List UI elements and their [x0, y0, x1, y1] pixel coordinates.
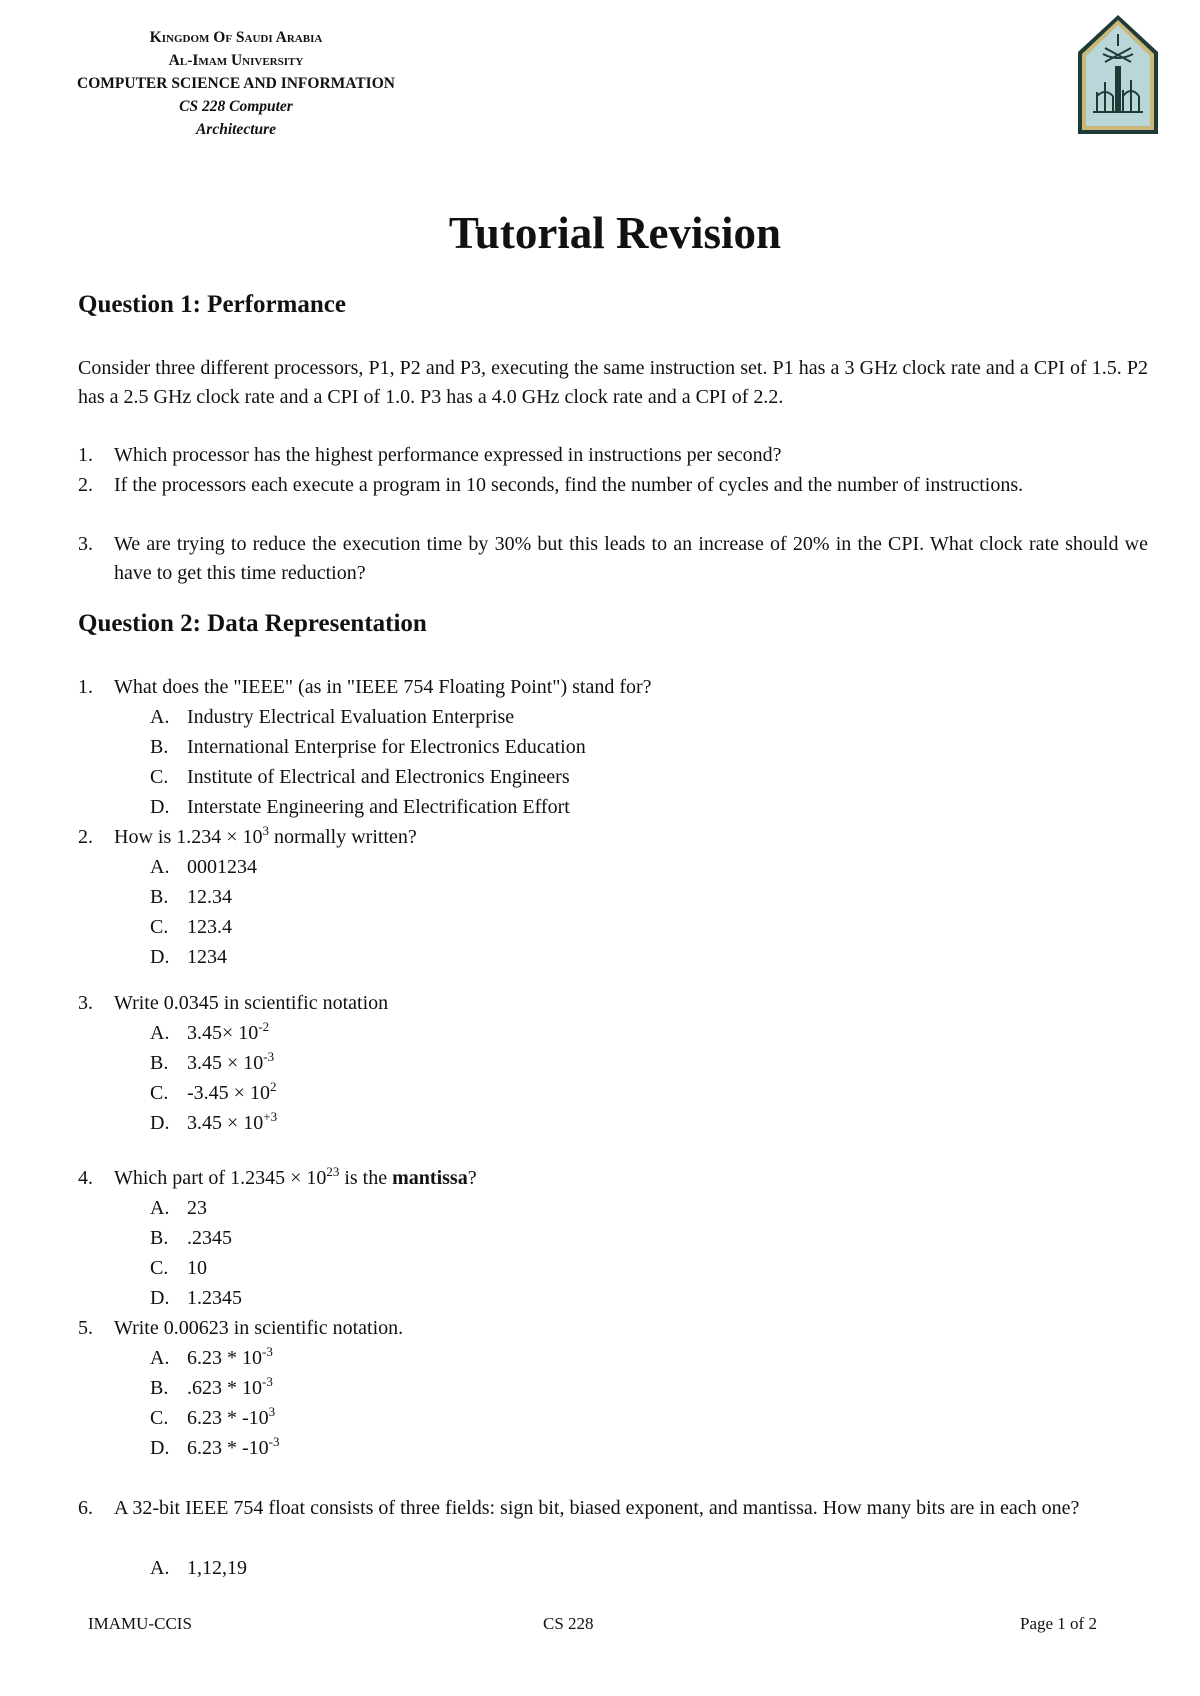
exponent: -3 — [262, 1374, 273, 1389]
item-text-pre: How is 1.234 × 10 — [114, 826, 263, 848]
question-1-heading: Question 1: Performance — [78, 291, 346, 318]
option-letter: A. — [150, 856, 170, 878]
option-letter: C. — [150, 1407, 169, 1429]
option-text: 0001234 — [187, 856, 257, 878]
q2-5-option-b[interactable] — [150, 1374, 273, 1403]
option-letter: B. — [150, 736, 169, 758]
option-text: 123.4 — [187, 916, 232, 938]
q2-1-option-a[interactable] — [150, 703, 514, 732]
q1-item-1 — [78, 441, 1148, 470]
option-letter: A. — [150, 1347, 170, 1369]
option-text: 1,12,19 — [187, 1557, 247, 1579]
footer-left: IMAMU-CCIS — [88, 1614, 192, 1633]
option-letter: B. — [150, 886, 169, 908]
option-text: Institute of Electrical and Electronics Engineers — [187, 766, 570, 788]
q2-4-option-b[interactable] — [150, 1224, 232, 1253]
option-text: 1234 — [187, 946, 227, 968]
item-text: What does the "IEEE" (as in "IEEE 754 Floating Point") stand for? — [114, 676, 652, 698]
item-text-post: ? — [467, 1167, 477, 1189]
item-number: 2. — [78, 826, 93, 848]
item-number: 3. — [78, 533, 93, 555]
q2-3-option-b[interactable] — [150, 1049, 274, 1078]
exponent: 2 — [269, 1079, 277, 1094]
item-number: 1. — [78, 444, 93, 466]
q2-2-option-c[interactable] — [150, 913, 232, 942]
option-letter: C. — [150, 766, 169, 788]
item-text: Which processor has the highest performance expressed in instructions per second? — [114, 444, 782, 466]
item-text-pre: Which part of 1.2345 × 10 — [114, 1167, 327, 1189]
option-letter: A. — [150, 1197, 170, 1219]
option-letter: C. — [150, 916, 169, 938]
option-text: 1.2345 — [187, 1287, 242, 1309]
question-2-heading: Question 2: Data Representation — [78, 610, 427, 637]
exponent: 3 — [268, 1404, 276, 1419]
item-text: If the processors each execute a program in 10 seconds, find the number of cycles and the number of instructions. — [114, 474, 1024, 496]
q2-2-option-b[interactable] — [150, 883, 232, 912]
q2-2-option-a[interactable] — [150, 853, 257, 882]
q2-6-option-a[interactable] — [150, 1554, 247, 1583]
item-number: 2. — [78, 474, 93, 496]
item-text: A 32-bit IEEE 754 float consists of three fields: sign bit, biased exponent, and mantissa. How many bits are in each one? — [114, 1497, 1080, 1519]
option-base: 3.45× 10 — [187, 1022, 259, 1044]
q2-5-option-d[interactable] — [150, 1434, 280, 1463]
item-text-mid: is the — [339, 1167, 393, 1189]
item-number: 1. — [78, 676, 93, 698]
q2-item-3 — [78, 989, 1148, 1018]
q2-4-option-c[interactable] — [150, 1254, 207, 1283]
option-letter: D. — [150, 1112, 170, 1134]
option-base: 6.23 * -10 — [187, 1437, 269, 1459]
q2-item-5 — [78, 1314, 1148, 1343]
header-course-name: Architecture — [195, 121, 277, 138]
q2-3-option-c[interactable] — [150, 1079, 276, 1108]
q2-4-option-a[interactable] — [150, 1194, 207, 1223]
q2-1-option-b[interactable] — [150, 733, 586, 762]
option-letter: B. — [150, 1052, 169, 1074]
q2-5-option-c[interactable] — [150, 1404, 275, 1433]
q1-item-2 — [78, 471, 1148, 500]
question-1-intro: Consider three different processors, P1, P2 and P3, executing the same instruction set. P1 has a 3 GHz clock rate and a CPI of 1.5. P2 has a 2.5 GHz clock rate and a CPI of 1.0. P3 has a 4.0 GHz clock rate and a CPI of 2.2. — [78, 357, 1148, 408]
option-text: 10 — [187, 1257, 207, 1279]
option-base: .623 * 10 — [187, 1377, 262, 1399]
exponent: -3 — [268, 1434, 280, 1449]
q2-item-2 — [78, 823, 1148, 852]
item-text-post: normally written? — [269, 826, 417, 848]
option-letter: B. — [150, 1227, 169, 1249]
item-number: 4. — [78, 1167, 93, 1189]
option-letter: A. — [150, 1557, 170, 1579]
option-letter: C. — [150, 1082, 169, 1104]
footer-center: CS 228 — [543, 1614, 594, 1633]
item-text: Write 0.00623 in scientific notation. — [114, 1317, 404, 1339]
option-letter: D. — [150, 1437, 170, 1459]
q1-item-3 — [78, 530, 1148, 588]
option-base: -3.45 × 10 — [187, 1082, 270, 1104]
option-base: 6.23 * -10 — [187, 1407, 269, 1429]
option-base: 3.45 × 10 — [187, 1112, 264, 1134]
option-text: Interstate Engineering and Electrification Effort — [187, 796, 570, 818]
q2-item-1 — [78, 673, 1148, 702]
option-letter: A. — [150, 706, 170, 728]
q2-1-option-d[interactable] — [150, 793, 570, 822]
exponent: -3 — [263, 1049, 275, 1064]
exponent: -2 — [258, 1019, 270, 1034]
option-base: 3.45 × 10 — [187, 1052, 264, 1074]
item-number: 6. — [78, 1497, 93, 1519]
q2-1-option-c[interactable] — [150, 763, 570, 792]
exponent: 23 — [326, 1164, 340, 1179]
header-course: CS 228 Computer — [179, 98, 293, 115]
q2-3-option-d[interactable] — [150, 1109, 277, 1138]
q2-2-option-d[interactable] — [150, 943, 227, 972]
q2-5-option-a[interactable] — [150, 1344, 273, 1373]
option-letter: D. — [150, 796, 170, 818]
option-base: 6.23 * 10 — [187, 1347, 262, 1369]
exponent: -3 — [262, 1344, 273, 1359]
q2-3-option-a[interactable] — [150, 1019, 269, 1048]
option-text: Industry Electrical Evaluation Enterprise — [187, 706, 515, 728]
exponent: 3 — [262, 823, 270, 838]
item-text: We are trying to reduce the execution time by 30% but this leads to an increase of 20% in the CPI. What clock rate should we have to get this time reduction? — [114, 533, 1148, 584]
mantissa-emphasis: mantissa — [392, 1167, 468, 1189]
q2-item-4 — [78, 1164, 1148, 1193]
option-letter: D. — [150, 946, 170, 968]
option-letter: C. — [150, 1257, 169, 1279]
item-number: 5. — [78, 1317, 93, 1339]
q2-item-6 — [78, 1494, 1148, 1523]
institution-header — [66, 26, 406, 141]
page-number: Page 1 of 2 — [1020, 1614, 1097, 1633]
option-text: International Enterprise for Electronics Education — [187, 736, 586, 758]
item-text: Write 0.0345 in scientific notation — [114, 992, 389, 1014]
university-logo — [1075, 12, 1161, 139]
option-text: 12.34 — [187, 886, 232, 908]
option-letter: D. — [150, 1287, 170, 1309]
header-university: Al-Imam University — [168, 52, 304, 69]
option-text: .2345 — [187, 1227, 232, 1249]
exponent: +3 — [263, 1109, 278, 1124]
page-title: Tutorial Revision — [448, 208, 782, 258]
item-number: 3. — [78, 992, 93, 1014]
option-text: 23 — [187, 1197, 207, 1219]
q2-4-option-d[interactable] — [150, 1284, 242, 1313]
header-kingdom: Kingdom Of Saudi Arabia — [149, 29, 323, 46]
option-letter: B. — [150, 1377, 169, 1399]
option-letter: A. — [150, 1022, 170, 1044]
header-college: COMPUTER SCIENCE AND INFORMATION — [77, 75, 395, 92]
